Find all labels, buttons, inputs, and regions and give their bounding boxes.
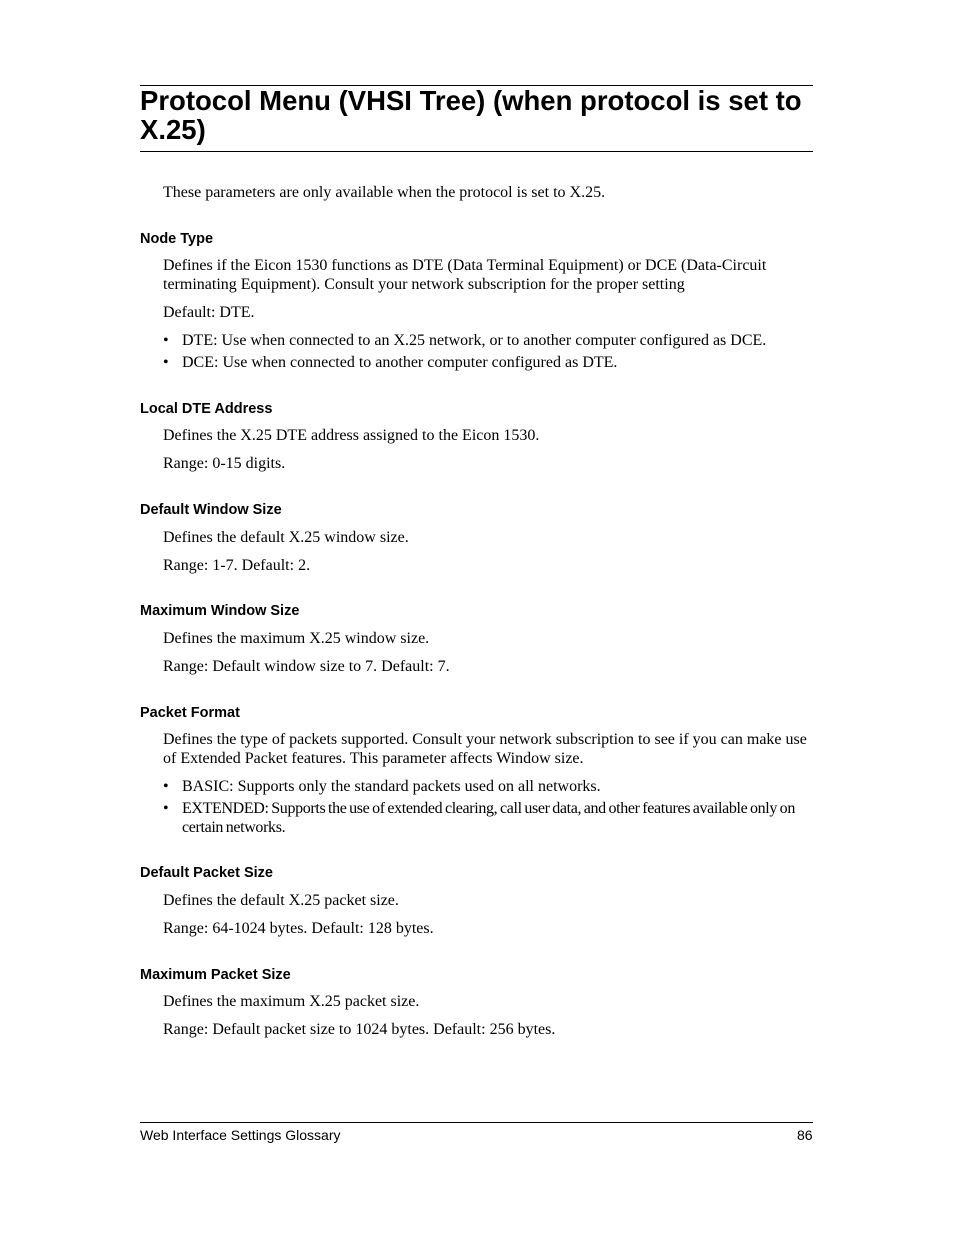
maximum-packet-size-range: Range: Default packet size to 1024 bytes. Default: 256 bytes. — [163, 1021, 556, 1038]
maximum-window-size-range: Range: Default window size to 7. Default: 7. — [163, 658, 450, 675]
section-heading-packet-format: Packet Format — [140, 705, 240, 721]
default-packet-size-description: Defines the default X.25 packet size. — [163, 892, 399, 909]
node-type-bullet-dce: DCE: Use when connected to another computer configured as DTE. — [182, 354, 618, 371]
packet-format-bullet-basic: BASIC: Supports only the standard packets used on all networks. — [182, 778, 601, 795]
default-packet-size-range: Range: 64-1024 bytes. Default: 128 bytes. — [163, 920, 434, 937]
section-heading-local-dte-address: Local DTE Address — [140, 401, 273, 417]
bullet-marker: • — [163, 332, 169, 349]
section-heading-maximum-packet-size: Maximum Packet Size — [140, 967, 291, 983]
bullet-marker: • — [163, 778, 169, 795]
default-window-size-description: Defines the default X.25 window size. — [163, 529, 409, 546]
bullet-marker: • — [163, 800, 169, 817]
title-bottom-rule — [140, 151, 813, 152]
footer-label: Web Interface Settings Glossary — [140, 1127, 341, 1143]
maximum-packet-size-description: Defines the maximum X.25 packet size. — [163, 993, 420, 1010]
intro-paragraph: These parameters are only available when the protocol is set to X.25. — [163, 184, 606, 201]
section-heading-maximum-window-size: Maximum Window Size — [140, 603, 300, 619]
node-type-description: Defines if the Eicon 1530 functions as DTE (Data Terminal Equipment) or DCE (Data-Circuit terminating Equipment). Consult your network subscription for the proper setting — [163, 257, 767, 293]
local-dte-address-description: Defines the X.25 DTE address assigned to the Eicon 1530. — [163, 427, 540, 444]
section-heading-default-window-size: Default Window Size — [140, 502, 282, 518]
default-window-size-range: Range: 1-7. Default: 2. — [163, 557, 311, 574]
bullet-marker: • — [163, 354, 169, 371]
packet-format-description: Defines the type of packets supported. Consult your network subscription to see if you can make use of Extended Packet features. This parameter affects Window size. — [163, 731, 807, 767]
maximum-window-size-description: Defines the maximum X.25 window size. — [163, 630, 430, 647]
page-number: 86 — [797, 1127, 813, 1143]
section-heading-default-packet-size: Default Packet Size — [140, 865, 273, 881]
node-type-default: Default: DTE. — [163, 304, 255, 321]
page-title: Protocol Menu (VHSI Tree) (when protocol is set to X.25) — [140, 85, 802, 145]
node-type-bullet-dte: DTE: Use when connected to an X.25 network, or to another computer configured as DCE. — [182, 332, 767, 349]
footer-rule — [140, 1122, 813, 1123]
local-dte-address-range: Range: 0-15 digits. — [163, 455, 286, 472]
section-heading-node-type: Node Type — [140, 231, 214, 247]
packet-format-bullet-extended: EXTENDED: Supports the use of extended clearing, call user data, and other features available only on certain networks. — [182, 800, 795, 836]
